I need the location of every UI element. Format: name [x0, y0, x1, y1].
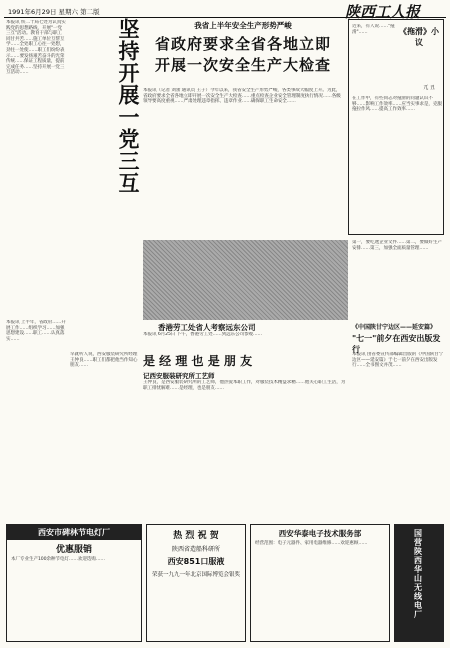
- photo-caption: 香港劳工处省人考察远东公司: [158, 323, 256, 332]
- photo-caption-text: 本报讯 6月25日 下午，香港劳工处……到远东公司参观……: [143, 332, 263, 337]
- main-article-body: 本报讯（记者 刘蕾 通讯员 王子）今年以来，我省安全生产形势严峻，各类事故大幅度上升。为此，省政府要求全省各地立即开展一次安全生产大检查……重点检查企业安全管理制度执行情况……各级领导要高度重视……严肃处理违章指挥、违章作业……确保职工生命安全……: [143, 88, 341, 105]
- masthead: 陕西工人报: [345, 3, 421, 21]
- bottom-article-headline-block: [143, 352, 348, 380]
- right-middle-article: 第一，要吃透企业文件……第二，要做好生产安排……第三，加强全面质量管理……: [352, 240, 442, 251]
- right-lower-headline-block: [352, 322, 444, 355]
- congrats-ad-product: 西安851口服液: [167, 557, 225, 566]
- right-headline: "七一"前夕在西安出版发行: [352, 334, 441, 354]
- main-headline-2: 开展一次安全生产大检查: [154, 56, 331, 74]
- right-lower-body: 本报讯 由省委宣传部编辑出版的《中国陕甘宁边区——延安篇》于七一前夕在西安出版发行……全书图文并茂……: [352, 352, 444, 369]
- left-vertical-headline: 坚持开展一党三互: [116, 18, 141, 194]
- main-headline-1: 省政府要求全省各地立即: [154, 35, 331, 53]
- sidebar-body: 在工作中，有些同志对拖滑的问题认识不够……影响工作效率……应当实事求是，克服拖拉作风……提高工作效率……: [352, 96, 442, 113]
- main-headline-block: [143, 20, 343, 86]
- congrats-ad-org: 陕西省造船科研所: [171, 546, 220, 553]
- congrats-ad-award: 荣获一九九一年北京国际博览会银奖: [151, 572, 240, 578]
- congrats-ad-title: 热 烈 祝 贺: [173, 531, 219, 541]
- electronics-ad-body: 经营范围：电子元器件、家用电器维修……欢迎惠顾……: [255, 541, 368, 546]
- sidebar-title: 《拖滑》小议: [399, 27, 439, 47]
- radio-factory-title: 国营陕西华山无线电厂: [413, 529, 424, 619]
- main-kicker: 我省上半年安全生产形势严峻: [194, 21, 292, 30]
- sidebar-author: 兀 丑: [423, 85, 435, 91]
- factory-ad: [6, 524, 142, 642]
- factory-ad-subtitle: 优惠服销: [55, 545, 92, 555]
- left-column-text: 本报讯 铁二十局七处为认真实践党的思想路线，开展"一党三互"活动。教育干部与职工同甘共苦……施工单位互帮互学……全处职工心往一处想，劲往一处使……职工们纷纷表示……要发扬艰苦奋斗的光荣传统……保证工程质量，提前完成任务……坚持开展一党三互活动……: [6, 20, 66, 76]
- bottom-left-text: 早就听人说，西安服装研究所经理王仲良……职工们都把他当作知心朋友……: [70, 352, 138, 369]
- radio-factory-ad: [394, 524, 444, 642]
- bottom-headline: 是 经 理 也 是 朋 友: [143, 354, 253, 368]
- sidebar-intro: 近来，有人说……"拖滑"……: [352, 24, 395, 35]
- electronics-ad-title: 西安华泰电子技术服务部: [278, 529, 362, 538]
- bottom-subhead: 记西安服装研究所工艺师: [143, 372, 215, 380]
- sidebar-commentary: [348, 19, 444, 235]
- news-photo: [143, 240, 348, 320]
- factory-ad-body: 本厂专业生产100余种节电灯……欢迎选购……: [11, 557, 105, 562]
- left-lower-text: 本报讯 上半年，省政府……开展工作……组织学习……加强思想建设……职工……认真落实……: [6, 320, 66, 342]
- right-kicker: 《中国陕甘宁边区——延安篇》: [352, 324, 437, 331]
- date-line: 1991年6月29日 星期六 第二版: [8, 8, 100, 16]
- factory-ad-title: 西安市碑林节电灯厂: [7, 525, 141, 540]
- bottom-article-body: 王仲良，是西安服装研究所的工艺师，他热爱本职工作，对服装技术精益求精……他关心职工生活，为职工排忧解难……是经理，也是朋友……: [143, 380, 346, 391]
- electronics-ad: [250, 524, 390, 642]
- congrats-ad: [146, 524, 246, 642]
